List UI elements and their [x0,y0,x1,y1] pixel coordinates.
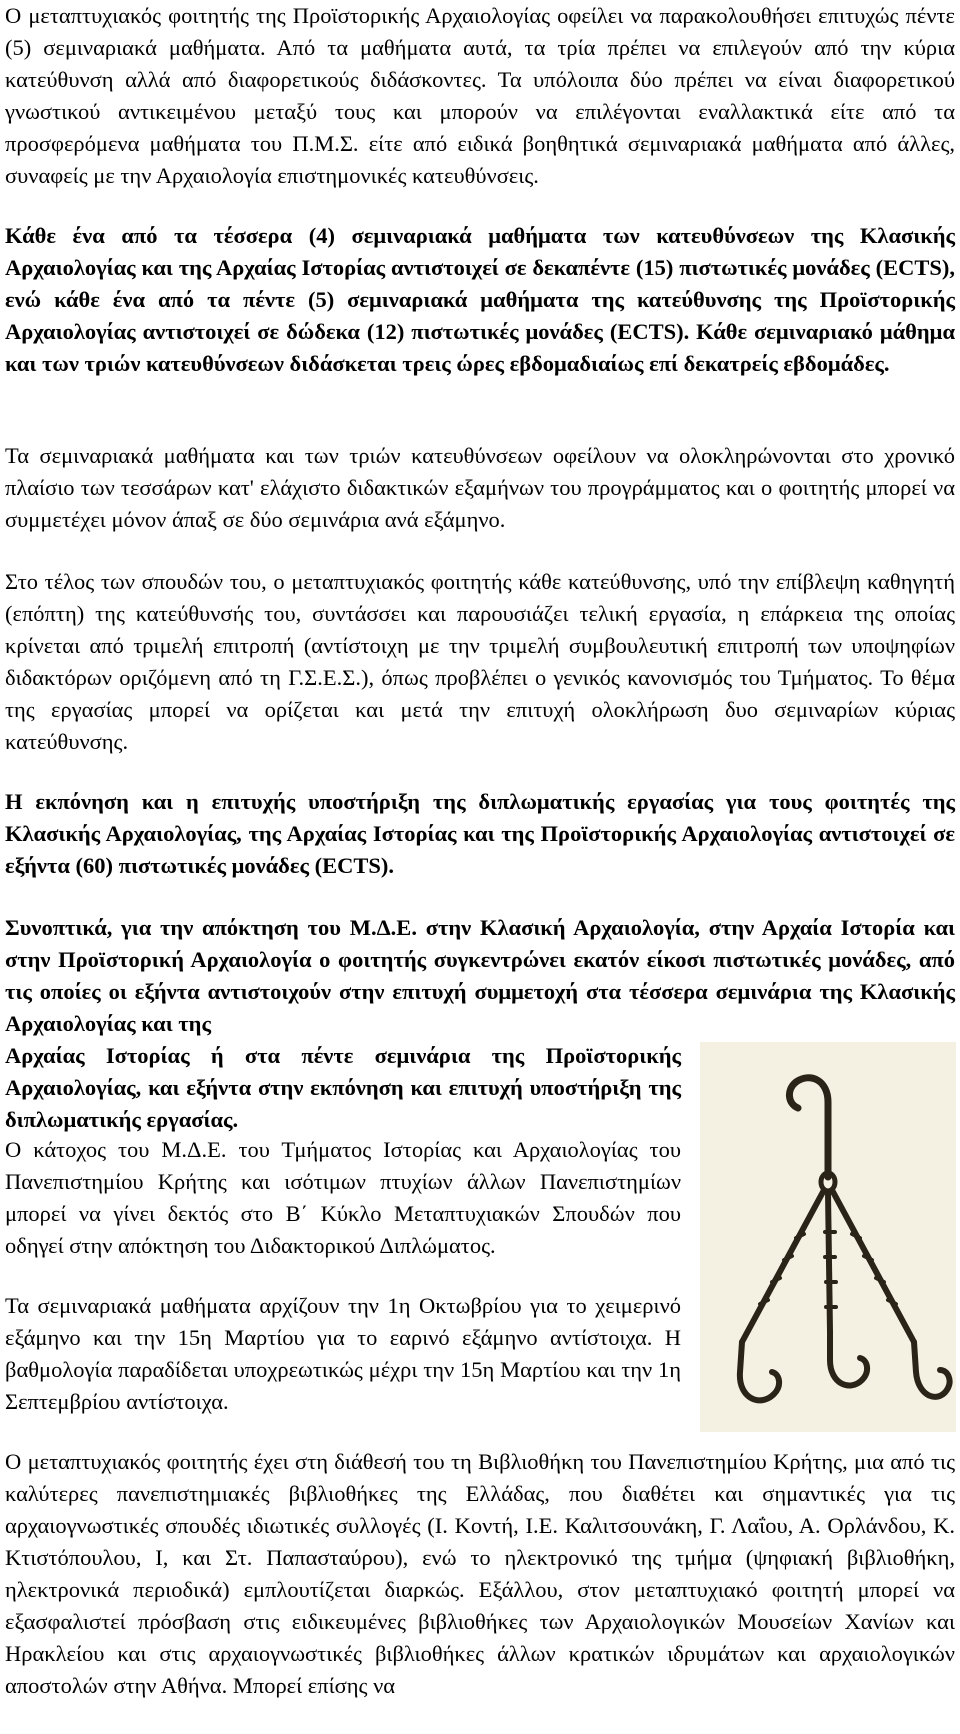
paragraph-requirements: Ο μεταπτυχιακός φοιτητής της Προϊστορικής Αρχαιολογίας οφείλει να παρακολουθήσει επιτυχώς πέντε (5) σεμιναριακά μαθήματα. Από τα μαθήματα αυτά, τα τρία πρέπει να επιλεγούν από την κύρια κατεύθυνση αλλά από διαφορετικούς διδάσκοντες. Τα υπόλοιπα δύο πρέπει να είναι διαφορετικού γνωστικού αντικειμένου μεταξύ τους και μπορούν να επιλέγονται εναλλακτικά είτε από τα προσφερόμενα μαθήματα του Π.Μ.Σ. είτε από ειδικά βοηθητικά σεμιναριακά μαθήματα από άλλες, συναφείς με την Αρχαιολογία επιστημονικές κατευθύνσεις. [5,3,955,188]
paragraph-summary-continued: Αρχαίας Ιστορίας ή στα πέντε σεμινάρια της Προϊστορικής Αρχαιολογίας, και εξήντα στην εκπόνηση και επιτυχή υποστήριξη της διπλωματικής εργασίας. [5,1043,681,1132]
paragraph-semester-dates: Τα σεμιναριακά μαθήματα αρχίζουν την 1η Οκτωβρίου για το χειμερινό εξάμηνο και την 15η Μαρτίου για το εαρινό εξάμηνο αντίστοιχα. Η βαθμολογία παραδίδεται υποχρεωτικώς μέχρι την 15η Μαρτίου και την 1η Σεπτεμβρίου αντίστοιχα. [5,1293,681,1414]
paragraph-thesis-credits: Η εκπόνηση και η επιτυχής υποστήριξη της διπλωματικής εργασίας για τους φοιτητές της Κλασικής Αρχαιολογίας, της Αρχαίας Ιστορίας και της Προϊστορικής Αρχαιολογίας αντιστοιχεί σε εξήντα (60) πιστωτικές μονάδες (ECTS). [5,789,955,878]
paragraph-library: Ο μεταπτυχιακός φοιτητής έχει στη διάθεσή του τη Βιβλιοθήκη του Πανεπιστημίου Κρήτης, μια από τις καλύτερες πανεπιστημιακές βιβλιοθήκες της Ελλάδας, που διαθέτει και σημαντικές για τις αρχαιογνωστικές σπουδές ιδιωτικές συλλογές (Ι. Κοντή, Ι.Ε. Καλιτσουνάκη, Γ. Λαΐου, Α. Ορλάνδου, Κ. Κτιστόπουλου, Ι, και Στ. Παπασταύρου), ενώ το ηλεκτρονικό της τμήμα (ψηφιακή βιβλιοθήκη, ηλεκτρονικά περιοδικά) εμπλουτίζεται διαρκώς. Εξάλλου, στον μεταπτυχιακό φοιτητή μπορεί να εξασφαλιστεί πρόσβαση στις ειδικευμένες βιβλιοθήκες των Αρχαιολογικών Μουσείων Χανίων και Ηρακλείου και στις αρχαιογνωστικές βιβλιοθήκες άλλων κρατικών ιδρυμάτων και αρχαιολογικών αποστολών στην Αθήνα. Μπορεί επίσης να [5,1449,955,1698]
paragraph-ects-credits: Κάθε ένα από τα τέσσερα (4) σεμιναριακά μαθήματα των κατευθύνσεων της Κλασικής Αρχαιολογίας και της Αρχαίας Ιστορίας αντιστοιχεί σε δεκαπέντε (15) πιστωτικές μονάδες (ECTS), ενώ κάθε ένα από τα πέντε (5) σεμιναριακά μαθήματα της κατεύθυνσης της Προϊστορικής Αρχαιολογίας αντιστοιχεί σε δώδεκα (12) πιστωτικές μονάδες (ECTS). Κάθε σεμιναριακό μάθημα και των τριών κατευθύνσεων διδάσκεται τρεις ώρες εβδομαδιαίως επί δεκατρείς εβδομάδες. [5,223,955,376]
bronze-hook-artifact-photo [700,1042,956,1432]
paragraph-phd-admission: Ο κάτοχος του Μ.Δ.Ε. του Τμήματος Ιστορίας και Αρχαιολογίας του Πανεπιστημίου Κρήτης και ισότιμων πτυχίων άλλων Πανεπιστημίων μπορεί να γίνει δεκτός στο Β΄ Κύκλο Μεταπτυχιακών Σπουδών που οδηγεί στην απόκτηση του Διδακτορικού Διπλώματος. [5,1137,681,1258]
paragraph-final-thesis: Στο τέλος των σπουδών του, ο μεταπτυχιακός φοιτητής κάθε κατεύθυνσης, υπό την επίβλεψη καθηγητή (επόπτη) της κατεύθυνσής του, συντάσσει και παρουσιάζει τελική εργασία, η επάρκεια της οποίας κρίνεται από τριμελή επιτροπή (αντίστοιχη με την τριμελή συμβουλευτική επιτροπή των υποψηφίων διδακτόρων οριζόμενη από τη Γ.Σ.Ε.Σ.), όπως προβλέπει ο γενικός κανονισμός του Τμήματος. Το θέμα της εργασίας μπορεί να ορίζεται και μετά την επιτυχή ολοκλήρωση δυο σεμιναρίων κύριας κατεύθυνσης. [5,569,955,754]
paragraph-summary: Συνοπτικά, για την απόκτηση του Μ.Δ.Ε. στην Κλασική Αρχαιολογία, στην Αρχαία Ιστορία και στην Προϊστορική Αρχαιολογία ο φοιτητής συγκεντρώνει εκατόν είκοσι πιστωτικές μονάδες, από τις οποίες οι εξήντα αντιστοιχούν στην επιτυχή συμμετοχή στα τέσσερα σεμινάρια της Κλασικής Αρχαιολογίας και της [5,915,955,1036]
bronze-hook-icon [700,1042,956,1432]
paragraph-seminar-timeframe: Τα σεμιναριακά μαθήματα και των τριών κατευθύνσεων οφείλουν να ολοκληρώνονται στο χρονικό πλαίσιο των τεσσάρων κατ' ελάχιστο διδακτικών εξαμήνων του προγράμματος και ο φοιτητής μπορεί να συμμετέχει μόνον άπαξ σε δύο σεμινάρια ανά εξάμηνο. [5,443,955,532]
